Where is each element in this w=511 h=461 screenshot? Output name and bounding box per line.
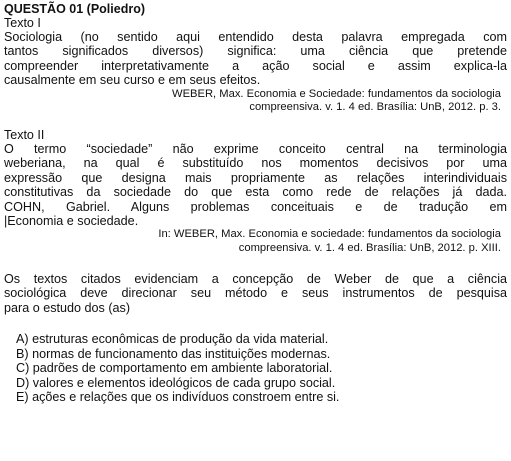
spacer [4, 255, 507, 272]
text-1-line: causalmente em seu curso e em seus efeitos. [4, 73, 261, 88]
spacer [4, 315, 507, 332]
option-a[interactable] [16, 332, 507, 347]
prompt-line: sociológica deve direcionar seu método e seus instrumentos de pesquisa [4, 286, 507, 301]
prompt-line: para o estudo dos (as) [4, 300, 131, 315]
option-text: estruturas econômicas de produção da vida material. [32, 332, 329, 347]
option-text: padrões de comportamento em ambiente laboratorial. [32, 361, 333, 376]
option-b[interactable] [16, 347, 507, 362]
option-letter: D) [16, 375, 30, 390]
text-1-body [4, 30, 507, 88]
text-1-label: Texto I [4, 16, 41, 30]
citation-line: compreensiva. v. 1. 4 ed. Brasília: UnB, 2012. p. XIII. [238, 241, 501, 254]
option-e[interactable] [16, 390, 507, 405]
answer-options [4, 332, 507, 405]
option-letter: B) [16, 346, 29, 361]
citation-line: In: WEBER, Max. Economia e sociedade: fundamentos da sociologia [158, 228, 501, 241]
option-letter: E) [16, 390, 29, 405]
text-2-line: COHN, Gabriel. Alguns problemas conceituais e de tradução em [4, 199, 507, 214]
text-2-label: Texto II [4, 128, 45, 143]
question-page [4, 2, 507, 405]
text-2-body [4, 142, 507, 228]
text-1-line: tantos significados diversos) significa: uma ciência que pretende [4, 44, 507, 59]
text-2-line: expressão que designa mais propriamente as relações interindividuais [4, 170, 507, 185]
option-c[interactable] [16, 361, 507, 376]
text-1-line: compreender interpretativamente a ação social e assim explica-la [4, 58, 507, 73]
option-text: valores e elementos ideológicos de cada grupo social. [32, 375, 336, 390]
option-text: normas de funcionamento das instituições modernas. [32, 346, 331, 361]
text-2-line: constitutivas da sociedade do que esta como rede de relações já dada. [4, 185, 507, 200]
text-1-line: Sociologia (no sentido aqui entendido desta palavra empregada com [4, 30, 507, 44]
option-d[interactable] [16, 376, 507, 391]
text-2-citation [4, 228, 507, 254]
text-2-line: |Economia e sociedade. [4, 214, 139, 229]
question-prompt [4, 272, 507, 315]
option-letter: A) [16, 332, 29, 347]
citation-line: compreensiva. v. 1. 4 ed. Brasília: UnB, 2012. p. 3. [249, 100, 501, 113]
option-text: ações e relações que os indivíduos constroem entre si. [32, 390, 340, 405]
question-title: QUESTÃO 01 (Poliedro) [4, 2, 145, 16]
text-2-line: O termo “sociedade” não exprime conceito central na terminologia [4, 142, 507, 157]
text-2-line: weberiana, na qual é substituído nos momentos decisivos por uma [4, 156, 507, 171]
text-1-citation [4, 88, 507, 114]
option-letter: C) [16, 361, 30, 376]
citation-line: WEBER, Max. Economia e Sociedade: fundamentos da sociologia [172, 87, 501, 100]
spacer [4, 114, 507, 128]
prompt-line: Os textos citados evidenciam a concepção de Weber de que a ciência [4, 271, 507, 286]
